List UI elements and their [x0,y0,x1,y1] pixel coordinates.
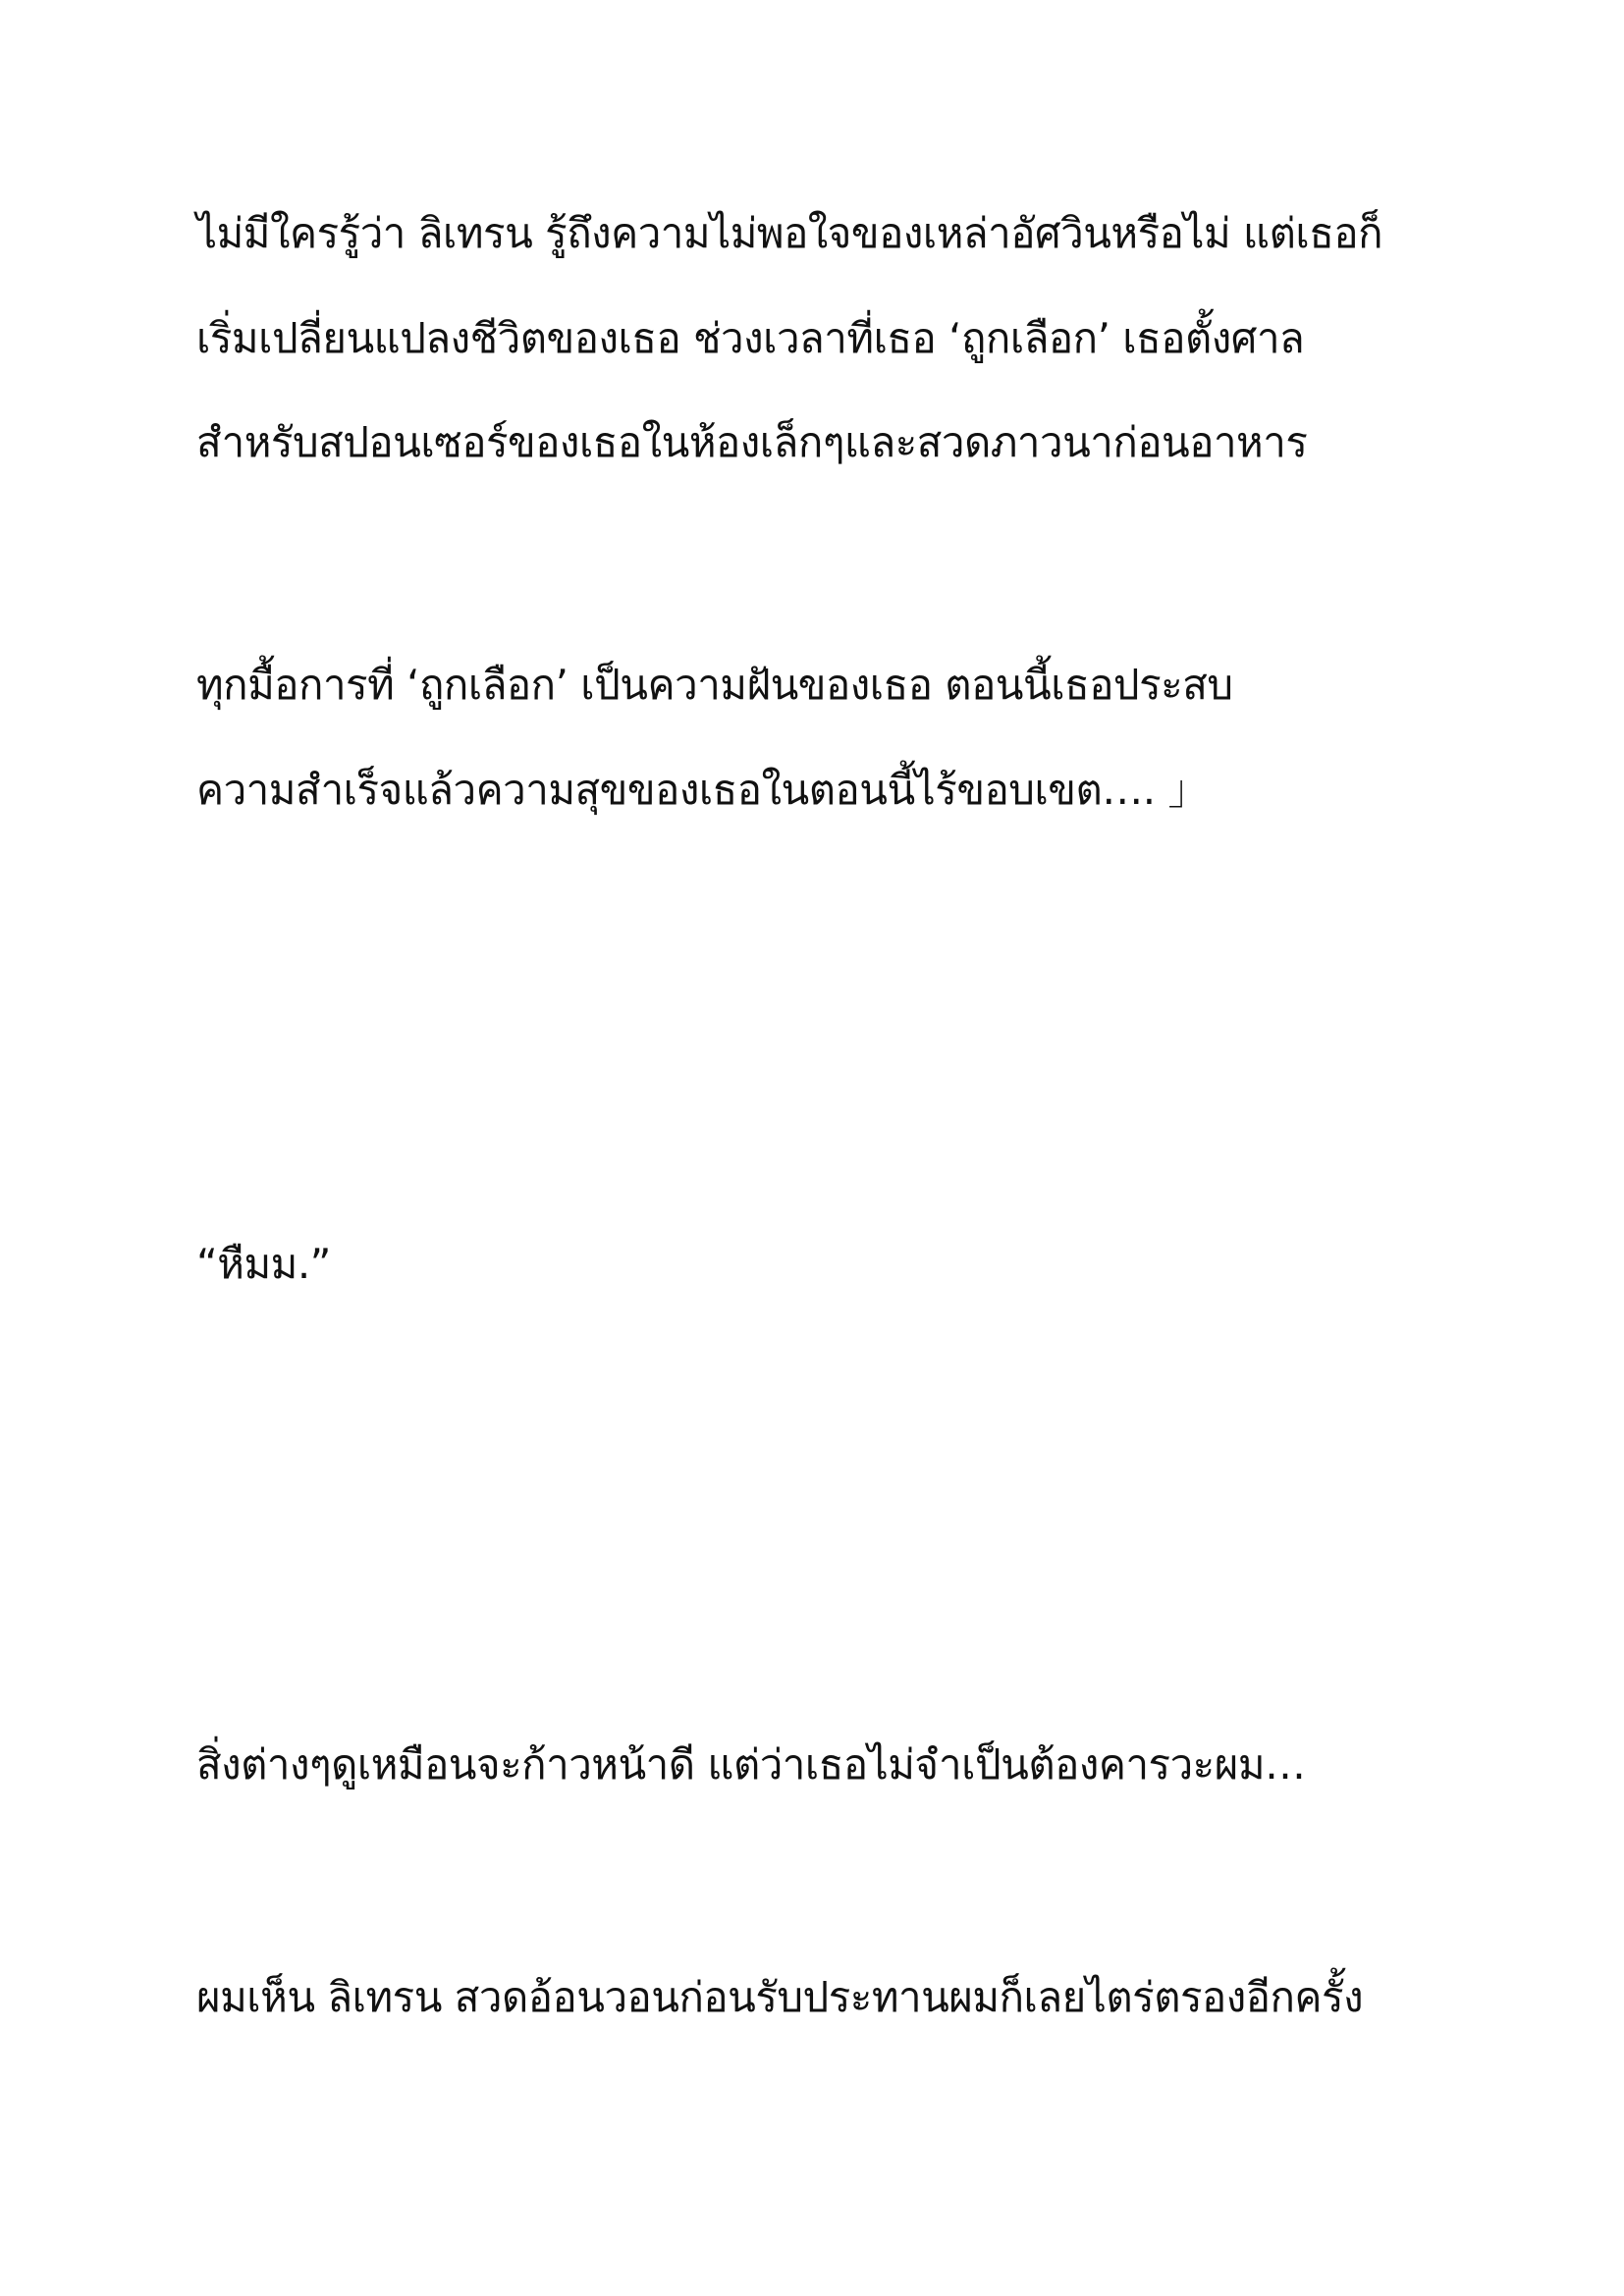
paragraph-2-line-1: ทุกมื้อการที่ ‘ถูกเลือก’ เป็นความฝันของเธอ ตอนนี้เธอประสบ [196,661,1233,709]
paragraph-4: ผมเห็น ลิเทรน สวดอ้อนวอนก่อนรับประทานผมก็เลยไตร่ตรองอีกครั้ง [196,1973,1364,2021]
paragraph-1-line-3: สำหรับสปอนเซอร์ของเธอในห้องเล็กๆและสวดภาวนาก่อนอาหาร [196,418,1308,466]
paragraph-2-line-2: ความสำเร็จแล้วความสุขของเธอในตอนนี้ไร้ขอบเขต…. 」 [196,766,1209,814]
paragraph-3: สิ่งต่างๆดูเหมือนจะก้าวหน้าดี แต่ว่าเธอไม่จำเป็นต้องคารวะผม… [196,1740,1306,1789]
paragraph-1-line-2: เริ่มเปลี่ยนแปลงชีวิตของเธอ ช่วงเวลาที่เธอ ‘ถูกเลือก’ เธอตั้งศาล [196,314,1305,362]
dialogue-line: “หืมม.” [196,1240,331,1288]
paragraph-1-line-1: ไม่มีใครรู้ว่า ลิเทรน รู้ถึงความไม่พอใจของเหล่าอัศวินหรือไม่ แต่เธอก็ [196,209,1383,257]
